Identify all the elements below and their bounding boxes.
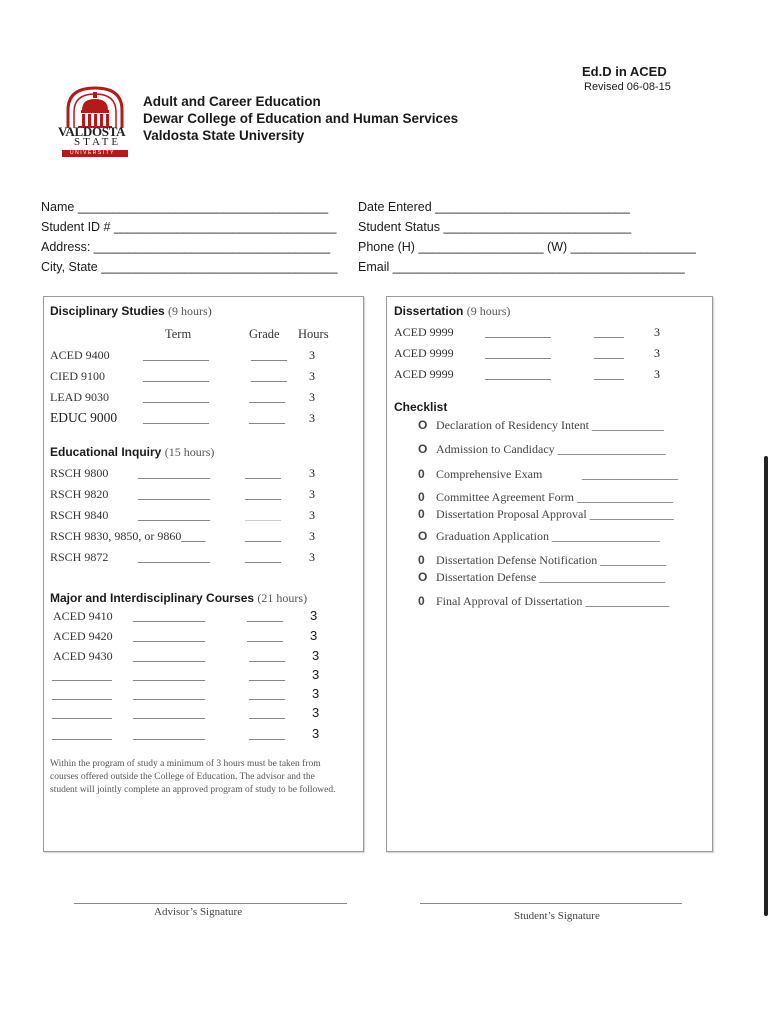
grade-blank[interactable]: _____ — [594, 325, 624, 339]
checklist-item-text: Comprehensive Exam — [436, 467, 543, 481]
inquiry-title — [50, 445, 214, 460]
revision-date: Revised 06-08-15 — [584, 81, 671, 93]
circle-bullet-icon: 0 — [418, 553, 425, 567]
grade-blank[interactable]: ______ — [249, 687, 285, 701]
grade-blank[interactable]: ______ — [245, 466, 281, 480]
grade-blank[interactable]: ______ — [249, 390, 285, 404]
dissertation-hours: (9 hours) — [466, 304, 511, 318]
circle-bullet-icon: 0 — [418, 467, 425, 481]
logo-text-university: UNIVERSITY — [70, 150, 116, 156]
program-note: Within the program of study a minimum of 3 hours must be taken from courses offered outside the College of Education. The advisor and the student will jointly complete an approved program of study to be followed. — [50, 759, 336, 795]
grade-blank[interactable]: ______ — [245, 550, 281, 564]
checklist-item-text: Dissertation Defense _____________________ — [436, 570, 666, 584]
checklist-item-text: Graduation Application __________________ — [436, 529, 660, 543]
term-blank[interactable]: ____________ — [138, 550, 210, 564]
checklist-title: Checklist — [394, 400, 448, 414]
dissertation-title — [394, 304, 510, 319]
checklist-item[interactable] — [418, 594, 669, 609]
term-blank[interactable]: ____________ — [133, 629, 205, 643]
hours-value: 3 — [312, 686, 320, 701]
grade-blank[interactable]: ______ — [251, 369, 287, 383]
hours-value: 3 — [309, 550, 315, 564]
course-code: EDUC 9000 — [50, 410, 118, 425]
circle-bullet-icon: 0 — [418, 490, 425, 504]
course-blank[interactable]: __________ — [52, 727, 112, 741]
course-code: LEAD 9030 — [50, 390, 109, 404]
university-name: Valdosta State University — [143, 128, 305, 143]
hours-value: 3 — [309, 369, 315, 383]
grade-blank[interactable]: ______ — [249, 649, 285, 663]
course-code: ACED 9410 — [53, 609, 113, 623]
circle-bullet-icon: 0 — [418, 507, 425, 521]
department-name: Adult and Career Education — [143, 94, 321, 109]
checklist-item-text: Dissertation Defense Notification ___________ — [436, 553, 667, 567]
checklist-item[interactable] — [418, 418, 664, 433]
circle-bullet-icon: O — [418, 418, 428, 432]
checklist-item-text: Dissertation Proposal Approval ______________ — [436, 507, 674, 521]
course-code: ACED 9999 — [394, 367, 454, 381]
grade-blank[interactable]: ______ — [249, 727, 285, 741]
course-code: RSCH 9840 — [50, 508, 109, 522]
logo-text-valdosta: VALDOSTA — [58, 124, 126, 139]
hours-value: 3 — [309, 348, 315, 362]
grade-blank[interactable]: ______ — [245, 487, 281, 501]
circle-bullet-icon: O — [418, 442, 428, 456]
major-title — [50, 591, 307, 606]
course-blank[interactable]: __________ — [52, 706, 112, 720]
checklist-blank[interactable]: ________________ — [582, 467, 678, 481]
circle-bullet-icon: O — [418, 529, 428, 543]
term-blank[interactable]: ____________ — [133, 668, 205, 682]
student-signature-label: Student’s Signature — [514, 910, 600, 922]
date-entered-field[interactable]: Date Entered ____________________________ — [358, 200, 630, 214]
hours-value: 3 — [309, 529, 315, 543]
major-title-text: Major and Interdisciplinary Courses — [50, 591, 255, 605]
grade-blank[interactable]: _____ — [594, 367, 624, 381]
circle-bullet-icon: 0 — [418, 594, 425, 608]
checklist-item[interactable] — [418, 553, 666, 568]
inquiry-hours: (15 hours) — [164, 445, 215, 459]
student-signature-line[interactable] — [420, 903, 682, 904]
column-hours: Hours — [298, 327, 329, 341]
checklist-item-text: Declaration of Residency Intent ____________ — [436, 418, 664, 432]
course-code: RSCH 9820 — [50, 487, 109, 501]
term-blank[interactable]: ____________ — [133, 706, 205, 720]
grade-blank[interactable]: ______ — [245, 508, 281, 522]
circle-bullet-icon: O — [418, 570, 428, 584]
disciplinary-hours: (9 hours) — [168, 304, 212, 318]
column-grade: Grade — [249, 327, 280, 341]
college-name: Dewar College of Education and Human Services — [143, 111, 459, 126]
grade-blank[interactable]: ______ — [251, 348, 287, 362]
course-code: ACED 9400 — [50, 348, 110, 362]
disciplinary-title-text: Disciplinary Studies — [50, 304, 165, 318]
course-code: ACED 9420 — [53, 629, 113, 643]
term-blank[interactable]: ____________ — [133, 609, 205, 623]
university-logo — [60, 84, 130, 158]
course-code: CIED 9100 — [50, 369, 105, 383]
term-blank[interactable]: ____________ — [138, 487, 210, 501]
course-code: RSCH 9872 — [50, 550, 109, 564]
checklist-item[interactable] — [418, 529, 660, 544]
term-blank[interactable]: ___________ — [143, 369, 209, 383]
student-status-field[interactable]: Student Status ___________________________ — [358, 220, 632, 234]
disciplinary-title — [50, 304, 212, 319]
course-code: ACED 9430 — [53, 649, 113, 663]
term-blank[interactable]: ____________ — [138, 508, 210, 522]
inquiry-title-text: Educational Inquiry — [50, 445, 162, 459]
scrollbar[interactable] — [764, 456, 768, 916]
advisor-signature-line[interactable] — [74, 903, 347, 904]
checklist-item[interactable] — [418, 507, 674, 522]
document-code: Ed.D in ACED — [582, 64, 667, 79]
city-state-field[interactable]: City, State __________________________________ — [41, 260, 338, 274]
address-field[interactable]: Address: __________________________________ — [41, 240, 331, 254]
grade-blank[interactable]: ______ — [249, 668, 285, 682]
hours-value: 3 — [310, 628, 318, 643]
hours-value: 3 — [654, 367, 660, 381]
term-blank[interactable]: ___________ — [143, 348, 209, 362]
course-blank[interactable]: __________ — [52, 687, 112, 701]
name-field[interactable]: Name ____________________________________ — [41, 200, 329, 214]
hours-value: 3 — [309, 411, 315, 425]
term-blank[interactable]: ___________ — [143, 411, 209, 425]
student-id-field[interactable]: Student ID # ________________________________ — [41, 220, 337, 234]
course-code: ACED 9999 — [394, 325, 454, 339]
column-term: Term — [165, 327, 192, 341]
grade-blank[interactable]: ______ — [247, 629, 283, 643]
term-blank[interactable]: ____________ — [133, 727, 205, 741]
term-blank[interactable]: ___________ — [485, 346, 551, 360]
hours-value: 3 — [309, 390, 315, 404]
checklist-item-text: Admission to Candidacy __________________ — [436, 442, 666, 456]
major-hours: (21 hours) — [257, 591, 308, 605]
grade-blank[interactable]: ______ — [249, 411, 285, 425]
grade-blank[interactable]: _____ — [594, 346, 624, 360]
advisor-signature-label: Advisor’s Signature — [154, 906, 243, 918]
hours-value: 3 — [309, 508, 315, 522]
term-blank[interactable]: ___________ — [143, 390, 209, 404]
hours-value: 3 — [654, 346, 660, 360]
hours-value: 3 — [312, 667, 320, 682]
course-code: RSCH 9800 — [50, 466, 109, 480]
hours-value: 3 — [310, 608, 318, 623]
hours-value: 3 — [654, 325, 660, 339]
term-blank[interactable]: ___________ — [485, 325, 551, 339]
hours-value: 3 — [309, 487, 315, 501]
term-blank[interactable]: ____________ — [133, 687, 205, 701]
hours-value: 3 — [309, 466, 315, 480]
checklist-item[interactable] — [418, 570, 665, 585]
course-code: RSCH 9830, 9850, or 9860____ — [50, 529, 206, 543]
course-code: ACED 9999 — [394, 346, 454, 360]
term-blank[interactable]: ____________ — [138, 466, 210, 480]
checklist-item[interactable] — [418, 490, 673, 505]
grade-blank[interactable]: ______ — [245, 529, 281, 543]
hours-value: 3 — [312, 648, 320, 663]
checklist-item[interactable] — [418, 467, 542, 482]
email-field[interactable]: Email __________________________________________ — [358, 260, 685, 274]
checklist-item[interactable] — [418, 442, 666, 457]
term-blank[interactable]: ___________ — [485, 367, 551, 381]
dissertation-title-text: Dissertation — [394, 304, 464, 318]
phone-field[interactable]: Phone (H) __________________ (W) __________________ — [358, 240, 696, 254]
grade-blank[interactable]: ______ — [247, 609, 283, 623]
checklist-item-text: Committee Agreement Form ________________ — [436, 490, 673, 504]
hours-value: 3 — [312, 726, 320, 741]
hours-value: 3 — [312, 705, 320, 720]
term-blank[interactable]: ____________ — [133, 649, 205, 663]
checklist-item-text: Final Approval of Dissertation ______________ — [436, 594, 670, 608]
logo-text-state: STATE — [74, 136, 122, 148]
course-blank[interactable]: __________ — [52, 668, 112, 682]
grade-blank[interactable]: ______ — [249, 706, 285, 720]
